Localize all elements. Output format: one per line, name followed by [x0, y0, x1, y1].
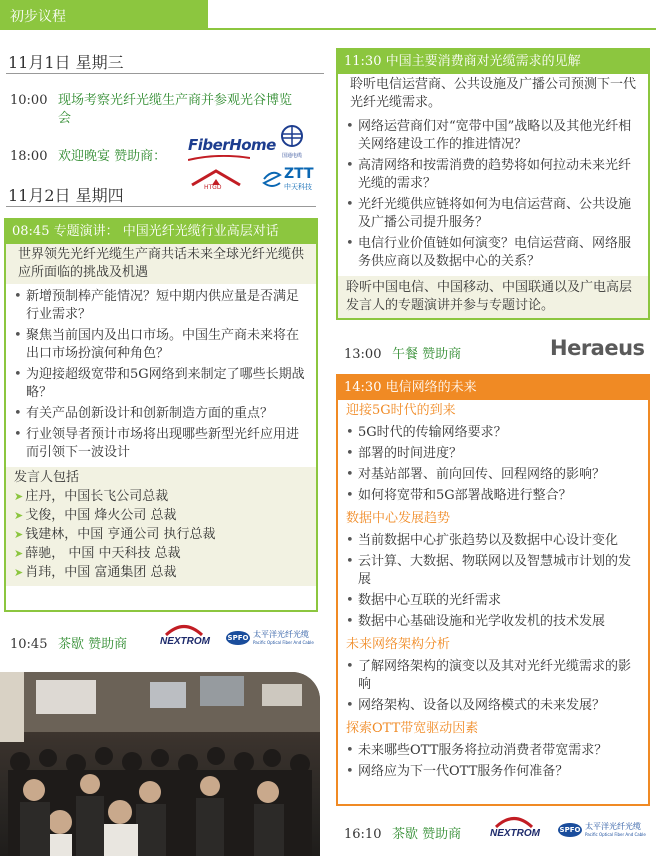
list-item: • 光纤光缆供应链将如何为电信运营商、公共设施及广播公司提升服务？ — [344, 196, 640, 232]
section-bullets — [338, 658, 648, 715]
htgd-logo: HTGD — [186, 167, 246, 191]
item-text: 茶歇 赞助商 — [392, 827, 462, 842]
nextrom-logo: NEXTROM — [490, 814, 538, 848]
day2-heading: 11月2日 星期四 — [8, 186, 124, 205]
ztt-swirl-icon — [262, 169, 282, 189]
list-item: • 新增预制棒产能情况？短中期内供应量是否满足行业需求？ — [12, 288, 308, 324]
list-item: • 聚焦当前国内及出口市场。中国生产商未来将在出口市场扮演何种角色？ — [12, 327, 308, 363]
keynote-lead: 世界领先光纤光缆生产商共话未来全球光纤光缆供应所面临的挑战及机遇 — [6, 244, 316, 284]
list-item: • 如何将宽带和5G部署战略进行整合？ — [344, 487, 640, 505]
list-item: • 数据中心互联的光纤需求 — [344, 592, 640, 610]
tea-break-1 — [10, 633, 127, 652]
section-bullets — [338, 424, 648, 505]
list-item: • 云计算、大数据、物联网以及智慧城市计划的发展 — [344, 553, 640, 589]
list-item: • 为迎接超级宽带和5G网络到来制定了哪些长期战略？ — [12, 366, 308, 402]
consumers-session — [336, 48, 650, 320]
section-title: 未来网络架构分析 — [346, 637, 451, 652]
consumers-footer: 聆听中国电信、中国移动、中国联通以及广电高层发言人的专题演讲并参与专题讨论。 — [338, 276, 648, 318]
ztt-logo: ZTT 中天科技 — [262, 166, 320, 192]
globe-icon — [280, 124, 304, 148]
section-title: 数据中心发展趋势 — [346, 511, 451, 526]
section-bullets — [338, 532, 648, 631]
keynote-bullets — [6, 284, 316, 467]
list-item: • 行业领导者预计市场将出现哪些新型光纤应用进而引领下一波设计 — [12, 426, 308, 462]
list-item: • 高清网络和按需消费的趋势将如何拉动未来光纤光缆的需求？ — [344, 157, 640, 193]
nextrom-arc-icon — [164, 622, 204, 636]
day1-rule — [6, 73, 324, 74]
speaker-item: ➤ 肖玮，中国 富通集团 总裁 — [14, 565, 177, 580]
item-text: 茶歇 赞助商 — [58, 637, 128, 652]
list-item: • 网络运营商们对“宽带中国”战略以及其他光纤相关网络建设工作的推进情况？ — [344, 118, 640, 154]
item-time: 10:45 — [10, 637, 48, 652]
day2-rule — [6, 206, 316, 207]
heraeus-logo: Heraeus — [550, 336, 645, 360]
list-item: • 5G时代的传输网络要求？ — [344, 424, 640, 442]
list-item: • 数据中心基础设施和光学收发机的技术发展 — [344, 613, 640, 631]
speakers-heading: 发言人包括 — [14, 470, 80, 485]
section-title: 迎接5G时代的到来 — [346, 403, 456, 418]
day1-heading: 11月1日 星期三 — [8, 53, 124, 72]
section-bullets — [338, 742, 648, 781]
list-item: • 未来哪些OTT服务将拉动消费者带宽需求？ — [344, 742, 640, 760]
fiberhome-swoosh-icon — [188, 155, 250, 161]
telecom-session — [336, 374, 650, 806]
speaker-item: ➤ 薛驰， 中国 中天科技 总裁 — [14, 546, 181, 561]
item-time: 13:00 — [344, 347, 382, 362]
day1-item-1 — [10, 92, 310, 128]
list-item: • 了解网络架构的演变以及其对光纤光缆需求的影响 — [344, 658, 640, 694]
arrow-right-icon: ➤ — [14, 509, 24, 522]
spfo-logo: SPFO 太平洋光纤光缆 Pacific Optical Fiber And Cable — [227, 630, 314, 645]
item-text: 午餐 赞助商 — [392, 347, 462, 362]
list-item: • 网络架构、设备以及网络模式的未来发展？ — [344, 697, 640, 715]
consumers-header: 11:30 中国主要消费商对光缆需求的见解 — [338, 50, 648, 74]
keynote-header: 08:45 专题演讲： 中国光纤光缆行业高层对话 — [6, 220, 316, 244]
list-item: • 对基站部署、前向回传、回程网络的影响？ — [344, 466, 640, 484]
list-item: • 当前数据中心扩张趋势以及数据中心设计变化 — [344, 532, 640, 550]
header-rule — [208, 28, 656, 30]
telecom-header: 14:30 电信网络的未来 — [338, 376, 648, 400]
item-time: 16:10 — [344, 827, 382, 842]
fiberhome-logo: FiberHome — [188, 136, 276, 154]
arrow-right-icon: ➤ — [14, 528, 24, 541]
keynote-session — [4, 218, 318, 612]
item-time: 18:00 — [10, 149, 48, 164]
list-item: • 网络应为下一代OTT服务作何准备？ — [344, 763, 640, 781]
consumers-lead: 聆听电信运营商、公共设施及广播公司预测下一代光纤光缆需求。 — [338, 74, 648, 114]
nextrom-logo: NEXTROM — [160, 622, 208, 656]
conference-photo — [0, 672, 320, 856]
tea-break-2 — [344, 823, 461, 842]
section-title: 探索OTT带宽驱动因素 — [346, 721, 479, 736]
arrow-right-icon: ➤ — [14, 490, 24, 503]
list-item: • 有关产品创新设计和创新制造方面的重点？ — [12, 405, 308, 423]
item-text: 欢迎晚宴 赞助商： — [58, 149, 167, 164]
spfo-logo: SPFO 太平洋光纤光缆 Pacific Optical Fiber And Cable — [559, 822, 646, 837]
list-item: • 部署的时间进度？ — [344, 445, 640, 463]
crowd-image — [0, 672, 320, 856]
day1-item-2 — [10, 148, 166, 166]
agenda-title-tab — [0, 0, 208, 30]
list-item: • 电信行业价值链如何演变？电信运营商、网络服务供应商以及数据中心的关系？ — [344, 235, 640, 271]
guotong-logo: 国通电缆 — [276, 124, 308, 158]
speakers-block — [6, 467, 316, 586]
speaker-item: ➤ 钱建林，中国 亨通公司 执行总裁 — [14, 527, 216, 542]
arrow-right-icon: ➤ — [14, 566, 24, 579]
speaker-item: ➤ 戈俊，中国 烽火公司 总裁 — [14, 508, 177, 523]
nextrom-arc-icon — [494, 814, 534, 828]
item-time: 10:00 — [10, 93, 48, 108]
arrow-right-icon: ➤ — [14, 547, 24, 560]
lunch-item — [344, 343, 461, 362]
item-text: 现场考察光纤光缆生产商并参观光谷博览会 — [58, 93, 293, 126]
consumers-bullets — [338, 114, 648, 276]
speaker-item: ➤ 庄丹，中国长飞公司总裁 — [14, 489, 169, 504]
agenda-title: 初步议程 — [10, 9, 66, 25]
